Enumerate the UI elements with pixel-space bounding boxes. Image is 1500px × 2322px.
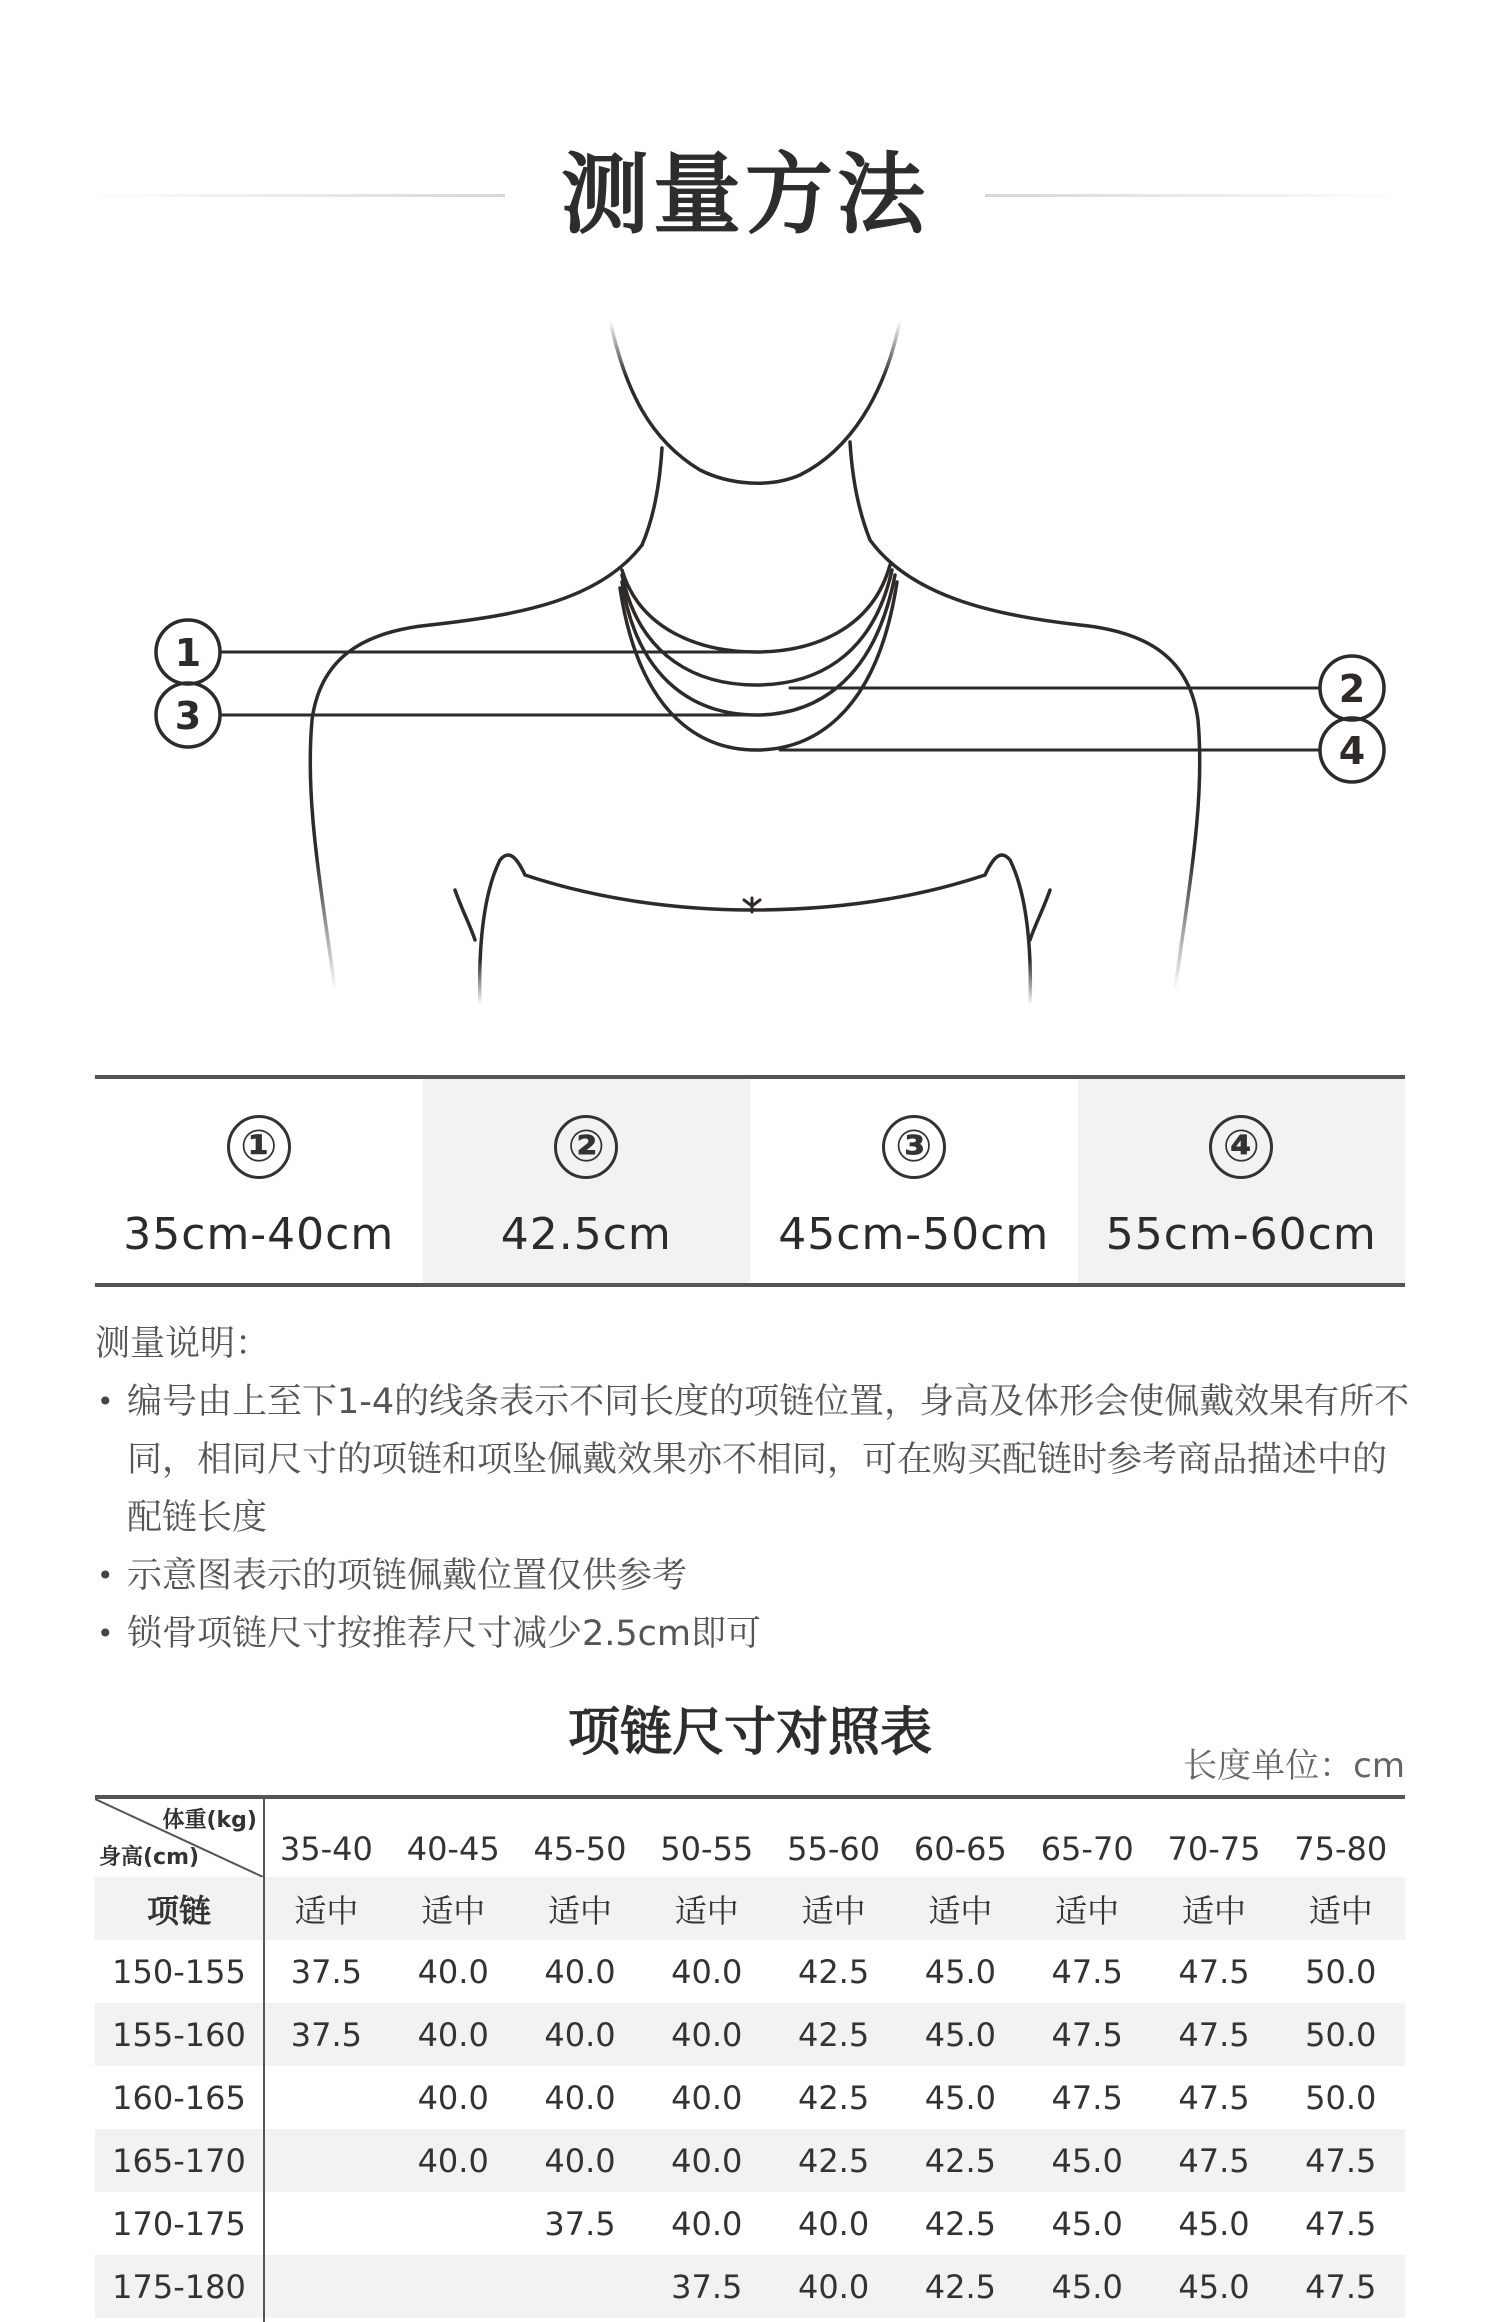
- weight-column-header: 60-65: [913, 1830, 1007, 1868]
- table-row: [95, 2192, 1405, 2255]
- length-value-cell: 40.0: [417, 2141, 489, 2180]
- length-value-cell: 42.5: [797, 2141, 870, 2180]
- length-value-cell: 40.0: [417, 1952, 489, 1991]
- size-cell-2: [423, 1079, 751, 1283]
- fit-cell: 适中: [928, 1891, 993, 1930]
- length-value-cell: 40.0: [544, 1952, 616, 1991]
- height-range-cell: 165-170: [112, 2141, 246, 2180]
- callout-4-label: 4: [1338, 729, 1366, 773]
- length-value-cell: 42.5: [797, 2015, 870, 2054]
- top-neckline: [480, 855, 1031, 1005]
- height-range-cell: 160-165: [112, 2078, 246, 2117]
- length-value-cell: 47.5: [1178, 1952, 1250, 1991]
- size-chart-table: [95, 1795, 1405, 2318]
- height-range-cell: 175-180: [112, 2267, 246, 2306]
- size-value: 35cm-40cm: [123, 1209, 395, 1260]
- length-value-cell: 42.5: [924, 2141, 996, 2180]
- armpit-right: [1030, 890, 1050, 940]
- length-value-cell: 42.5: [797, 2078, 870, 2117]
- length-value-cell: 42.5: [924, 2204, 996, 2243]
- height-range-cell: 170-175: [112, 2204, 246, 2243]
- fit-cell: 适中: [547, 1891, 612, 1930]
- length-value-cell: 45.0: [1051, 2204, 1123, 2243]
- necklace-4: [620, 582, 897, 750]
- title-row: [0, 140, 1500, 250]
- shoulder-right: [870, 540, 1200, 990]
- table-title: 项链尺寸对照表: [567, 1703, 932, 1763]
- length-value-cell: 45.0: [924, 1952, 996, 1991]
- length-value-cell: 40.0: [671, 2015, 743, 2054]
- length-value-cell: 47.5: [1178, 2141, 1250, 2180]
- fit-cell: 适中: [1181, 1891, 1246, 1930]
- callout-3-label: 3: [174, 694, 202, 738]
- fit-cell: 适中: [1055, 1891, 1120, 1930]
- length-value-cell: 40.0: [671, 2204, 743, 2243]
- note-item: • 示意图表示的项链佩戴位置仅供参考: [95, 1547, 1415, 1605]
- table-row: [95, 2066, 1405, 2129]
- height-axis-label: 身高(cm): [99, 1845, 200, 1870]
- length-value-cell: 45.0: [1178, 2267, 1250, 2306]
- length-value-cell: 40.0: [544, 2141, 616, 2180]
- fit-cell: 适中: [421, 1891, 486, 1930]
- size-cell-4: [1078, 1079, 1406, 1283]
- length-value-cell: 40.0: [417, 2078, 489, 2117]
- length-value-cell: 40.0: [544, 2078, 616, 2117]
- size-cell-3: [750, 1079, 1078, 1283]
- size-number: ①: [227, 1115, 291, 1179]
- unit-label: 长度单位：cm: [1183, 1746, 1405, 1786]
- table-row: [95, 2255, 1405, 2318]
- table-row: [95, 1940, 1405, 2003]
- armpit-left: [455, 890, 475, 940]
- necklace-illustration: [0, 300, 1500, 1020]
- length-value-cell: 40.0: [671, 1952, 743, 1991]
- callout-1-label: 1: [174, 631, 202, 675]
- length-value-cell: 37.5: [290, 2015, 363, 2054]
- length-value-cell: 50.0: [1305, 2015, 1377, 2054]
- length-value-cell: 45.0: [924, 2078, 996, 2117]
- note-item: • 锁骨项链尺寸按推荐尺寸减少2.5cm即可: [95, 1605, 1415, 1663]
- fit-cell: 适中: [1308, 1891, 1373, 1930]
- title-divider-left: [80, 194, 505, 197]
- length-value-cell: 45.0: [1051, 2267, 1123, 2306]
- table-body: [95, 1940, 1405, 2318]
- weight-column-header: 45-50: [533, 1830, 627, 1868]
- table-row: [95, 2003, 1405, 2066]
- length-value-cell: 40.0: [417, 2015, 489, 2054]
- length-value-cell: 47.5: [1051, 1952, 1123, 1991]
- length-value-cell: 47.5: [1305, 2204, 1377, 2243]
- weight-column-header: 40-45: [406, 1830, 500, 1868]
- fit-cell: 适中: [674, 1891, 739, 1930]
- table-divider: [263, 1799, 265, 2322]
- length-value-cell: 45.0: [1051, 2141, 1123, 2180]
- weight-axis-label: 体重(kg): [162, 1808, 257, 1833]
- title-divider-right: [985, 194, 1410, 197]
- length-value-cell: 40.0: [671, 2078, 743, 2117]
- size-cell-1: [95, 1079, 423, 1283]
- length-value-cell: 47.5: [1305, 2267, 1377, 2306]
- size-number: ②: [554, 1115, 618, 1179]
- table-header-row: [95, 1799, 1405, 1877]
- height-range-cell: 150-155: [112, 1952, 246, 1991]
- weight-column-header: 70-75: [1167, 1830, 1261, 1868]
- jaw-line: [610, 320, 900, 483]
- length-value-cell: 50.0: [1305, 1952, 1377, 1991]
- fit-cell: 适中: [294, 1891, 359, 1930]
- height-range-cell: 155-160: [112, 2015, 246, 2054]
- weight-column-header: 55-60: [787, 1830, 881, 1868]
- table-corner: [95, 1799, 263, 1877]
- size-value: 55cm-60cm: [1105, 1209, 1377, 1260]
- length-value-cell: 40.0: [544, 2015, 616, 2054]
- length-value-cell: 47.5: [1051, 2015, 1123, 2054]
- table-fit-row: [95, 1877, 1405, 1940]
- length-value-cell: 37.5: [290, 1952, 363, 1991]
- length-value-cell: 40.0: [797, 2204, 870, 2243]
- length-value-cell: 47.5: [1305, 2141, 1377, 2180]
- fit-row-label: 项链: [146, 1891, 211, 1930]
- neck-left: [642, 448, 662, 545]
- length-value-cell: 50.0: [1305, 2078, 1377, 2117]
- length-value-cell: 42.5: [924, 2267, 996, 2306]
- neck-right: [850, 442, 870, 540]
- shoulder-left: [310, 545, 642, 990]
- length-value-cell: 42.5: [797, 1952, 870, 1991]
- necklace-1: [622, 565, 890, 652]
- weight-column-header: 35-40: [279, 1830, 373, 1868]
- size-value: 45cm-50cm: [778, 1209, 1050, 1260]
- length-value-cell: 40.0: [671, 2141, 743, 2180]
- notes-heading: 测量说明：: [95, 1324, 271, 1364]
- length-value-cell: 47.5: [1051, 2078, 1123, 2117]
- weight-column-header: 75-80: [1294, 1830, 1388, 1868]
- length-value-cell: 37.5: [671, 2267, 743, 2306]
- length-value-cell: 37.5: [544, 2204, 616, 2243]
- size-number: ④: [1209, 1115, 1273, 1179]
- table-row: [95, 2129, 1405, 2192]
- measurement-notes: [95, 1315, 1415, 1663]
- weight-column-header: 50-55: [660, 1830, 754, 1868]
- neck-figure: [0, 300, 1500, 1020]
- length-value-cell: 40.0: [797, 2267, 870, 2306]
- callout-2-label: 2: [1338, 667, 1366, 711]
- weight-column-header: 65-70: [1040, 1830, 1134, 1868]
- fit-cell: 适中: [801, 1891, 866, 1930]
- length-value-cell: 45.0: [1178, 2204, 1250, 2243]
- page-title: 测量方法: [560, 143, 929, 246]
- notes-list: [95, 1373, 1415, 1663]
- size-number: ③: [882, 1115, 946, 1179]
- length-value-cell: 45.0: [924, 2015, 996, 2054]
- length-value-cell: 47.5: [1178, 2078, 1250, 2117]
- note-item: • 编号由上至下1-4的线条表示不同长度的项链位置，身高及体形会使佩戴效果有所不同，相同尺寸的项链和项坠佩戴效果亦不相同，可在购买配链时参考商品描述中的配链长度: [95, 1373, 1415, 1547]
- length-value-cell: 47.5: [1178, 2015, 1250, 2054]
- size-value: 42.5cm: [500, 1209, 672, 1260]
- size-legend: [95, 1075, 1405, 1287]
